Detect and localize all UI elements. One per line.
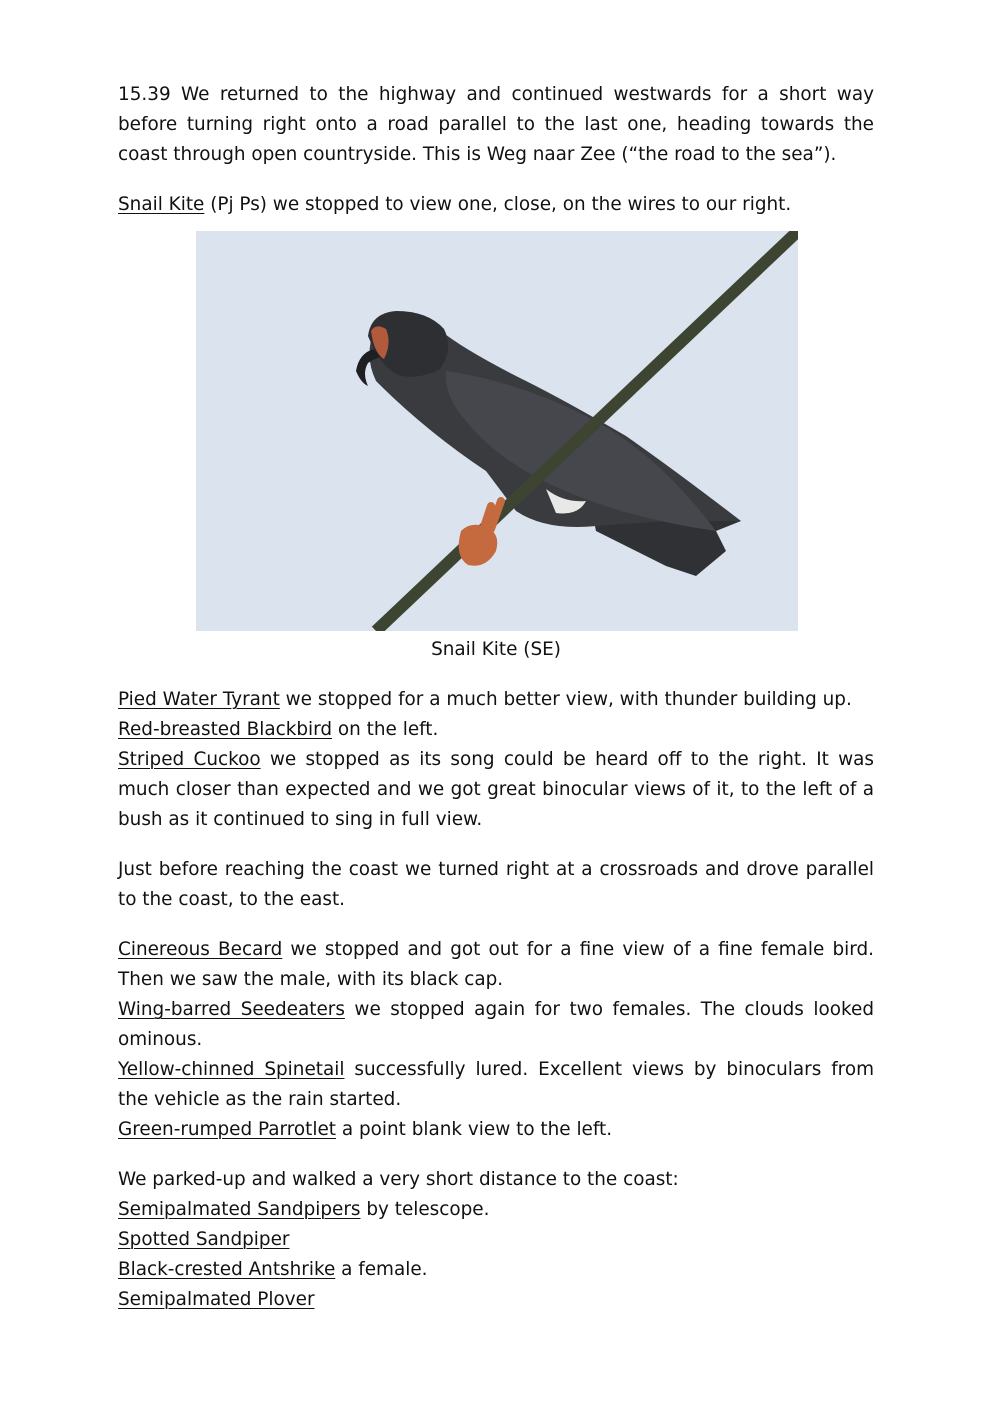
species-entry bbox=[118, 1115, 874, 1145]
snail-kite-entry bbox=[118, 190, 874, 220]
coast-turn-paragraph: Just before reaching the coast we turned right at a crossroads and drove parallel to the coast, to the east. bbox=[118, 859, 874, 910]
species-note: we stopped and got out for a fine view of a fine female bird. Then we saw the male, with its black cap. bbox=[118, 939, 874, 990]
species-entry bbox=[118, 1255, 874, 1285]
species-note: we stopped again for two females. The clouds looked ominous. bbox=[118, 999, 874, 1050]
species-name: Pied Water Tyrant bbox=[118, 689, 280, 710]
species-name: Snail Kite bbox=[118, 194, 205, 215]
species-note: on the left. bbox=[332, 719, 439, 740]
species-entry bbox=[118, 1225, 874, 1255]
species-entry bbox=[118, 995, 874, 1055]
species-entry bbox=[118, 935, 874, 995]
document-page bbox=[118, 80, 874, 1315]
species-name: Striped Cuckoo bbox=[118, 749, 261, 770]
species-name: Semipalmated Plover bbox=[118, 1289, 315, 1310]
species-name: Red-breasted Blackbird bbox=[118, 719, 333, 740]
species-name: Black-crested Antshrike bbox=[118, 1259, 336, 1280]
species-name: Wing-barred Seedeaters bbox=[118, 999, 345, 1020]
species-name: Green-rumped Parrotlet bbox=[118, 1119, 336, 1140]
species-name: Spotted Sandpiper bbox=[118, 1229, 290, 1250]
species-note: we stopped as its song could be heard off to the right. It was much closer than expected and we got great binocular views of it, to the left of a bush as it continued to sing in full view. bbox=[118, 749, 874, 830]
species-note: successfully lured. Excellent views by binoculars from the vehicle as the rain started. bbox=[118, 1059, 874, 1110]
species-entry bbox=[118, 1195, 874, 1225]
species-note: (Pj Ps) we stopped to view one, close, on the wires to our right. bbox=[204, 194, 792, 215]
species-name: Semipalmated Sandpipers bbox=[118, 1199, 361, 1220]
species-entry bbox=[118, 1285, 874, 1315]
species-entry bbox=[118, 745, 874, 835]
species-entry bbox=[118, 685, 874, 715]
snail-kite-photo bbox=[196, 231, 798, 631]
species-group-1 bbox=[118, 685, 874, 835]
species-name: Cinereous Becard bbox=[118, 939, 283, 960]
species-group-2 bbox=[118, 935, 874, 1145]
species-note: we stopped for a much better view, with thunder building up. bbox=[279, 689, 852, 710]
species-entry bbox=[118, 715, 874, 745]
species-entry bbox=[118, 1055, 874, 1115]
photo-caption: Snail Kite (SE) bbox=[431, 639, 561, 660]
species-group-3 bbox=[118, 1165, 874, 1315]
species-note: a point blank view to the left. bbox=[336, 1119, 613, 1140]
walk-intro: We parked-up and walked a very short distance to the coast: bbox=[118, 1169, 679, 1190]
species-name: Yellow-chinned Spinetail bbox=[118, 1059, 345, 1080]
species-note: a female. bbox=[335, 1259, 428, 1280]
intro-paragraph: 15.39 We returned to the highway and continued westwards for a short way before turning right onto a road parallel to the last one, heading towards the coast through open countryside. This is Weg naar Zee (“the road to the sea”). bbox=[118, 84, 874, 165]
species-note: by telescope. bbox=[360, 1199, 490, 1220]
